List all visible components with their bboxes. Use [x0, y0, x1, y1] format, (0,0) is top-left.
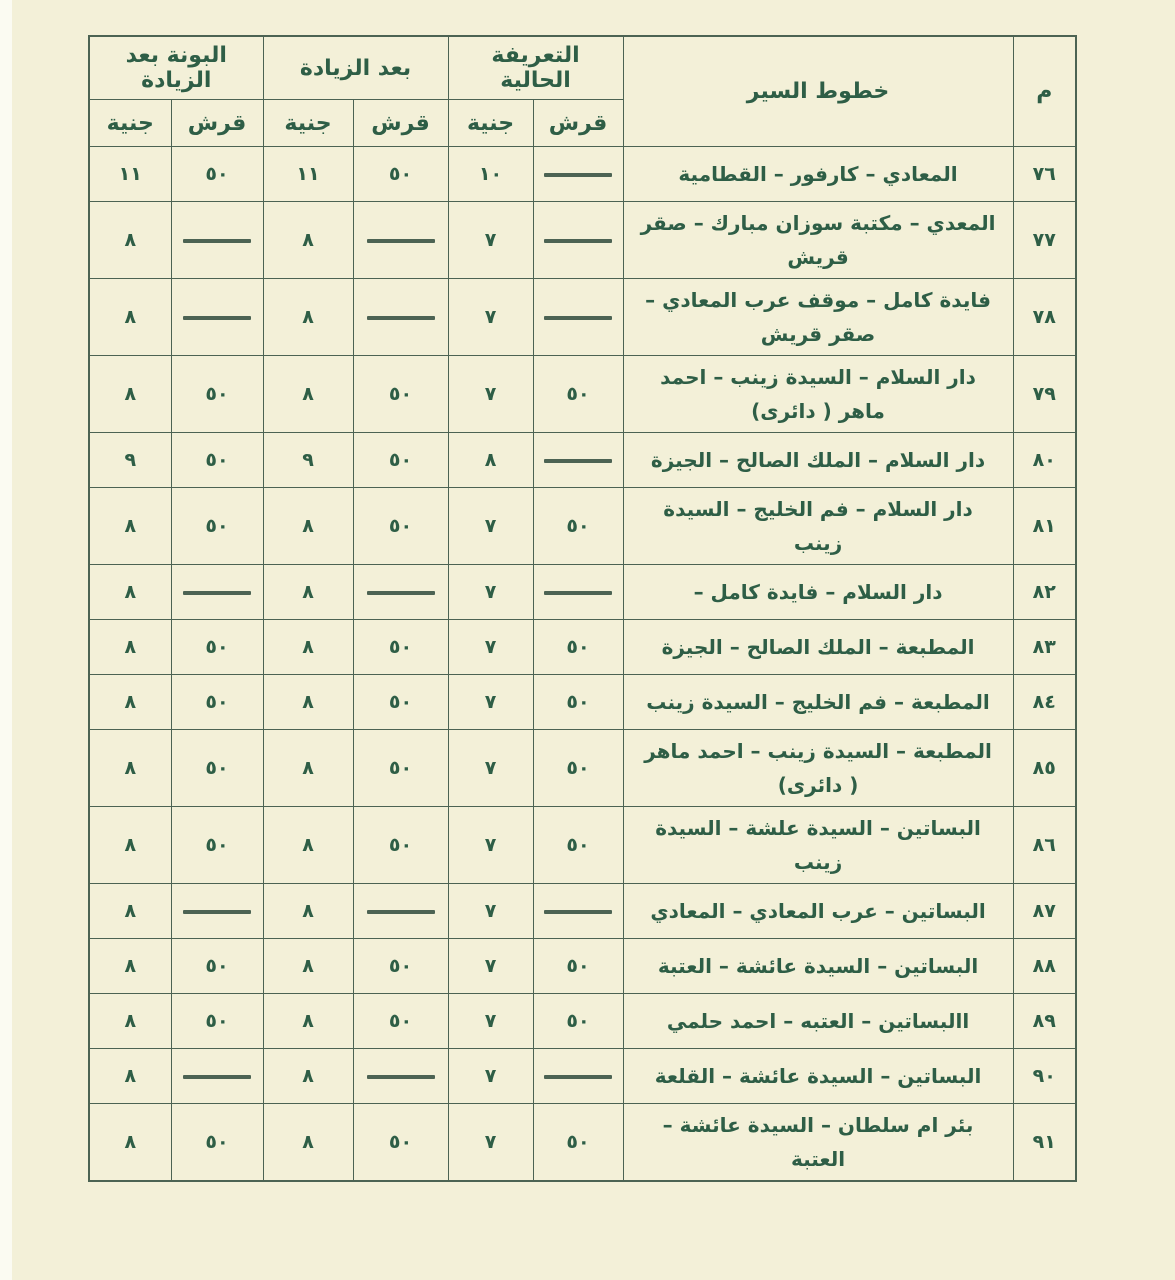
after-geneh-cell: ٨ — [263, 565, 353, 620]
current-geneh-cell: ١٠ — [448, 147, 533, 202]
table-row — [89, 202, 1076, 279]
bonus-geneh-cell: ٩ — [89, 433, 171, 488]
bonus-geneh-cell: ٨ — [89, 675, 171, 730]
after-geneh-cell: ٨ — [263, 620, 353, 675]
route-name: فايدة كامل – موقف عرب المعادي – صقر قريش — [623, 279, 1013, 356]
route-name: دار السلام – فايدة كامل – — [623, 565, 1013, 620]
after-qirsh-cell — [353, 884, 448, 939]
route-name: البساتين – السيدة عائشة – العتبة — [623, 939, 1013, 994]
current-geneh-cell: ٧ — [448, 884, 533, 939]
dash-line — [183, 316, 251, 320]
after-qirsh-cell: ٥٠ — [353, 147, 448, 202]
after-qirsh-header: قرش — [353, 100, 448, 147]
bonus-qirsh-cell: ٥٠ — [171, 488, 263, 565]
route-name: البساتين – السيدة عائشة – القلعة — [623, 1049, 1013, 1104]
current-geneh-cell: ٧ — [448, 279, 533, 356]
current-geneh-cell: ٧ — [448, 356, 533, 433]
table-row — [89, 147, 1076, 202]
current-qirsh-header: قرش — [533, 100, 623, 147]
bonus-qirsh-cell: ٥٠ — [171, 939, 263, 994]
row-number: ٨٧ — [1013, 884, 1076, 939]
bonus-geneh-cell: ٨ — [89, 884, 171, 939]
table-row — [89, 279, 1076, 356]
table-row — [89, 939, 1076, 994]
dash-line — [367, 591, 435, 595]
after-geneh-cell: ٨ — [263, 939, 353, 994]
current-qirsh-cell: ٥٠ — [533, 939, 623, 994]
current-geneh-cell: ٧ — [448, 1104, 533, 1182]
current-qirsh-cell: ٥٠ — [533, 730, 623, 807]
bonus-geneh-cell: ٨ — [89, 730, 171, 807]
current-geneh-cell: ٨ — [448, 433, 533, 488]
current-geneh-cell: ٧ — [448, 730, 533, 807]
dash-line — [367, 910, 435, 914]
after-qirsh-cell: ٥٠ — [353, 730, 448, 807]
after-qirsh-cell: ٥٠ — [353, 994, 448, 1049]
bonus-qirsh-cell: ٥٠ — [171, 620, 263, 675]
route-column-header: خطوط السير — [623, 36, 1013, 147]
after-geneh-cell: ٨ — [263, 994, 353, 1049]
current-qirsh-cell — [533, 279, 623, 356]
bonus-geneh-cell: ٨ — [89, 488, 171, 565]
row-number: ٩١ — [1013, 1104, 1076, 1182]
table-row — [89, 620, 1076, 675]
current-qirsh-cell: ٥٠ — [533, 807, 623, 884]
header-group-row — [89, 36, 1076, 100]
after-geneh-cell: ١١ — [263, 147, 353, 202]
current-qirsh-cell: ٥٠ — [533, 356, 623, 433]
row-number: ٨٩ — [1013, 994, 1076, 1049]
bonus-geneh-cell: ٨ — [89, 939, 171, 994]
row-number: ٧٨ — [1013, 279, 1076, 356]
group-header-after-increase: بعد الزيادة — [263, 36, 448, 100]
current-qirsh-cell: ٥٠ — [533, 675, 623, 730]
current-qirsh-cell — [533, 1049, 623, 1104]
current-geneh-cell: ٧ — [448, 620, 533, 675]
current-qirsh-cell — [533, 202, 623, 279]
bonus-qirsh-cell: ٥٠ — [171, 1104, 263, 1182]
table-row — [89, 807, 1076, 884]
row-number: ٧٧ — [1013, 202, 1076, 279]
table-row — [89, 1104, 1076, 1182]
dash-line — [367, 239, 435, 243]
table-row — [89, 488, 1076, 565]
dash-line — [183, 239, 251, 243]
after-geneh-cell: ٩ — [263, 433, 353, 488]
row-number: ٧٦ — [1013, 147, 1076, 202]
after-qirsh-cell — [353, 565, 448, 620]
dash-line — [544, 910, 612, 914]
table-row — [89, 356, 1076, 433]
table-row — [89, 433, 1076, 488]
current-geneh-cell: ٧ — [448, 1049, 533, 1104]
bonus-geneh-cell: ٨ — [89, 994, 171, 1049]
bonus-geneh-cell: ٨ — [89, 1104, 171, 1182]
row-number: ٨٢ — [1013, 565, 1076, 620]
bonus-geneh-cell: ٨ — [89, 565, 171, 620]
route-name: المعدي – مكتبة سوزان مبارك – صقر قريش — [623, 202, 1013, 279]
row-number: ٧٩ — [1013, 356, 1076, 433]
bonus-qirsh-cell — [171, 565, 263, 620]
row-number: ٨١ — [1013, 488, 1076, 565]
current-qirsh-cell: ٥٠ — [533, 620, 623, 675]
after-qirsh-cell: ٥٠ — [353, 356, 448, 433]
dash-line — [544, 459, 612, 463]
bonus-qirsh-cell — [171, 202, 263, 279]
bonus-qirsh-cell: ٥٠ — [171, 433, 263, 488]
route-name: المعادي – كارفور – القطامية — [623, 147, 1013, 202]
bonus-qirsh-cell — [171, 1049, 263, 1104]
bonus-qirsh-cell: ٥٠ — [171, 356, 263, 433]
after-qirsh-cell — [353, 1049, 448, 1104]
bonus-qirsh-cell: ٥٠ — [171, 147, 263, 202]
after-geneh-cell: ٨ — [263, 675, 353, 730]
current-geneh-cell: ٧ — [448, 488, 533, 565]
route-name: البساتين – السيدة علشة – السيدة زينب — [623, 807, 1013, 884]
route-name: االبساتين – العتبه – احمد حلمي — [623, 994, 1013, 1049]
fare-table — [88, 35, 1077, 1182]
dash-line — [544, 316, 612, 320]
route-name: المطبعة – فم الخليج – السيدة زينب — [623, 675, 1013, 730]
row-number: ٨٥ — [1013, 730, 1076, 807]
bonus-qirsh-cell — [171, 279, 263, 356]
bonus-qirsh-cell: ٥٠ — [171, 675, 263, 730]
after-qirsh-cell: ٥٠ — [353, 620, 448, 675]
after-qirsh-cell — [353, 202, 448, 279]
current-geneh-cell: ٧ — [448, 565, 533, 620]
after-qirsh-cell: ٥٠ — [353, 675, 448, 730]
row-number: ٨٦ — [1013, 807, 1076, 884]
bonus-qirsh-cell — [171, 884, 263, 939]
table-row — [89, 730, 1076, 807]
bonus-geneh-cell: ١١ — [89, 147, 171, 202]
dash-line — [183, 910, 251, 914]
row-number: ٨٨ — [1013, 939, 1076, 994]
dash-line — [544, 591, 612, 595]
bonus-qirsh-cell: ٥٠ — [171, 807, 263, 884]
table-row — [89, 675, 1076, 730]
after-geneh-cell: ٨ — [263, 807, 353, 884]
current-qirsh-cell — [533, 147, 623, 202]
dash-line — [367, 1075, 435, 1079]
row-number: ٨٣ — [1013, 620, 1076, 675]
current-qirsh-cell — [533, 884, 623, 939]
bonus-qirsh-cell: ٥٠ — [171, 730, 263, 807]
current-geneh-cell: ٧ — [448, 202, 533, 279]
current-qirsh-cell: ٥٠ — [533, 488, 623, 565]
table-row — [89, 884, 1076, 939]
bonus-geneh-cell: ٨ — [89, 807, 171, 884]
after-geneh-cell: ٨ — [263, 1049, 353, 1104]
current-geneh-cell: ٧ — [448, 807, 533, 884]
scan-edge-strip — [0, 0, 12, 1280]
dash-line — [544, 173, 612, 177]
route-name: بئر ام سلطان – السيدة عائشة – العتبة — [623, 1104, 1013, 1182]
row-number: ٩٠ — [1013, 1049, 1076, 1104]
after-qirsh-cell: ٥٠ — [353, 807, 448, 884]
route-name: دار السلام – فم الخليج – السيدة زينب — [623, 488, 1013, 565]
route-name: البساتين – عرب المعادي – المعادي — [623, 884, 1013, 939]
route-name: دار السلام – الملك الصالح – الجيزة — [623, 433, 1013, 488]
row-number: ٨٠ — [1013, 433, 1076, 488]
after-geneh-cell: ٨ — [263, 279, 353, 356]
current-qirsh-cell: ٥٠ — [533, 994, 623, 1049]
dash-line — [367, 316, 435, 320]
after-geneh-cell: ٨ — [263, 1104, 353, 1182]
dash-line — [183, 591, 251, 595]
serial-column-header: م — [1013, 36, 1076, 147]
bonus-geneh-cell: ٨ — [89, 279, 171, 356]
group-header-bonus-after-increase: البونة بعد الزيادة — [89, 36, 263, 100]
route-name: دار السلام – السيدة زينب – احمد ماهر ( دائرى) — [623, 356, 1013, 433]
row-number: ٨٤ — [1013, 675, 1076, 730]
after-qirsh-cell: ٥٠ — [353, 433, 448, 488]
after-geneh-cell: ٨ — [263, 730, 353, 807]
bonus-qirsh-cell: ٥٠ — [171, 994, 263, 1049]
after-qirsh-cell: ٥٠ — [353, 939, 448, 994]
after-geneh-header: جنية — [263, 100, 353, 147]
group-header-current-tariff: التعريفة الحالية — [448, 36, 623, 100]
dash-line — [544, 239, 612, 243]
after-qirsh-cell — [353, 279, 448, 356]
after-geneh-cell: ٨ — [263, 356, 353, 433]
after-geneh-cell: ٨ — [263, 488, 353, 565]
current-qirsh-cell: ٥٠ — [533, 1104, 623, 1182]
route-name: المطبعة – السيدة زينب – احمد ماهر ( دائرى) — [623, 730, 1013, 807]
current-qirsh-cell — [533, 433, 623, 488]
table-row — [89, 994, 1076, 1049]
current-geneh-header: جنية — [448, 100, 533, 147]
current-geneh-cell: ٧ — [448, 994, 533, 1049]
dash-line — [183, 1075, 251, 1079]
current-geneh-cell: ٧ — [448, 675, 533, 730]
after-qirsh-cell: ٥٠ — [353, 488, 448, 565]
after-geneh-cell: ٨ — [263, 202, 353, 279]
table-row — [89, 1049, 1076, 1104]
bonus-qirsh-header: قرش — [171, 100, 263, 147]
bonus-geneh-cell: ٨ — [89, 620, 171, 675]
current-geneh-cell: ٧ — [448, 939, 533, 994]
current-qirsh-cell — [533, 565, 623, 620]
bonus-geneh-header: جنية — [89, 100, 171, 147]
table-row — [89, 565, 1076, 620]
bonus-geneh-cell: ٨ — [89, 356, 171, 433]
route-name: المطبعة – الملك الصالح – الجيزة — [623, 620, 1013, 675]
bonus-geneh-cell: ٨ — [89, 202, 171, 279]
after-geneh-cell: ٨ — [263, 884, 353, 939]
bonus-geneh-cell: ٨ — [89, 1049, 171, 1104]
dash-line — [544, 1075, 612, 1079]
after-qirsh-cell: ٥٠ — [353, 1104, 448, 1182]
